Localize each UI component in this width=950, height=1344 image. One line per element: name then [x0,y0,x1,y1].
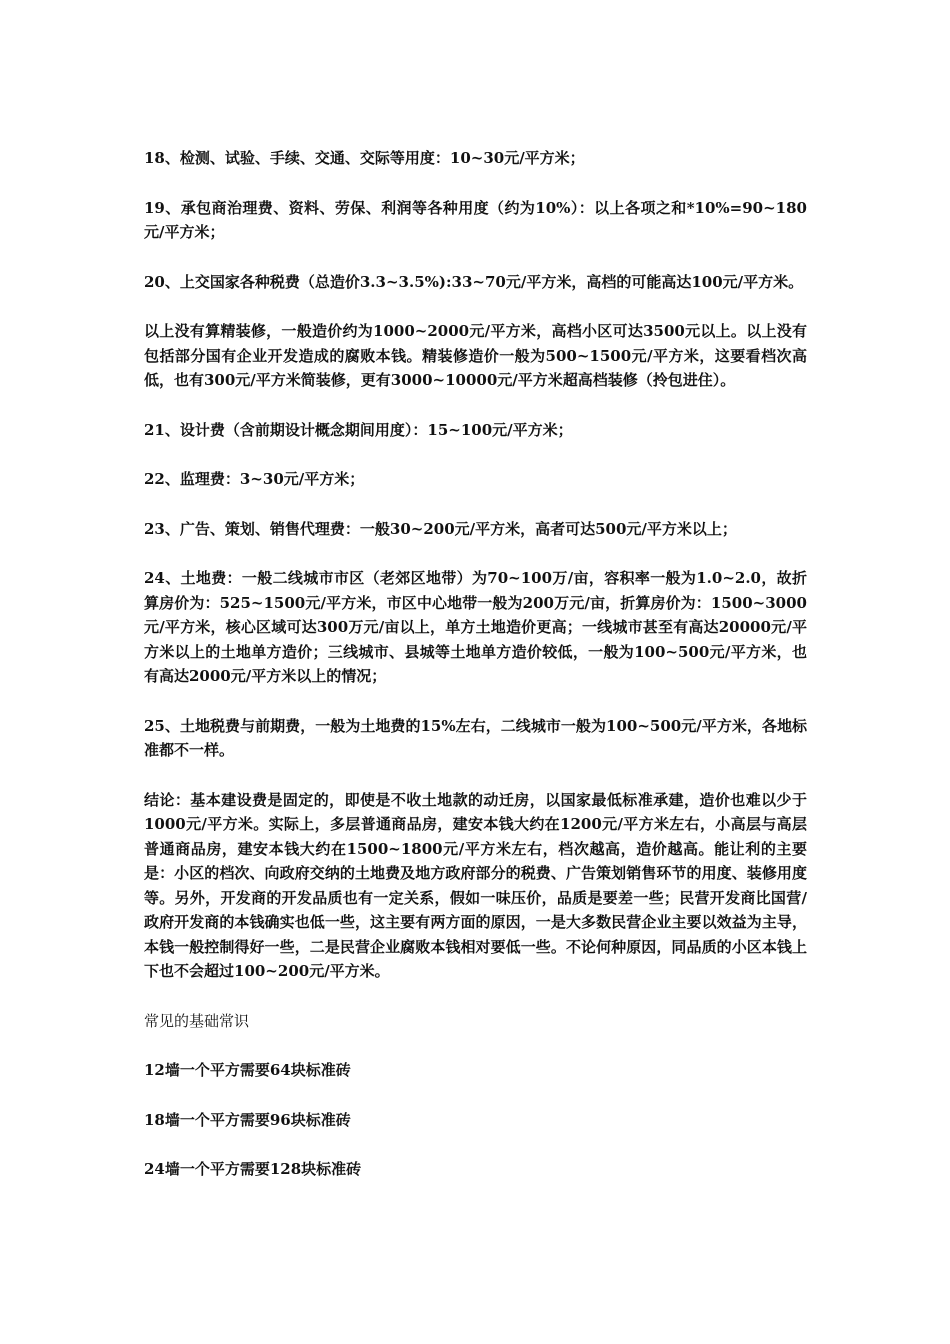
item-24-paragraph: 24、土地费：一般二线城市市区（老郊区地带）为70~100万/亩，容积率一般为1.0~2.0，故折算房价为：525~1500元/平方米，市区中心地带一般为200万元/亩，折算房价为：1500~3000元/平方米，核心区域可达300万元/亩以上，单方土地造价更高；一线城市甚至有高达20000元/平方米以上的土地单方造价；三线城市、县城等土地单方造价较低，一般为100~500元/平方米，也有高达2000元/平方米以上的情况； [144,569,807,685]
item-19-paragraph: 19、承包商治理费、资料、劳保、利润等各种用度（约为10%）：以上各项之和*10%=90~180元/平方米； [144,198,807,241]
conclusion-paragraph: 结论：基本建设费是固定的，即使是不收土地款的动迁房，以国家最低标准承建，造价也难以少于1000元/平方米。实际上，多层普通商品房，建安本钱大约在1200元/平方米左右，小高层与高层普通商品房，建安本钱大约在1500~1800元/平方米左右，档次越高，造价越高。能让利的主要是：小区的档次、向政府交纳的土地费及地方政府部分的税费、广告策划销售环节的用度、装修用度等。另外，开发商的开发品质也有一定关系，假如一味压价，品质是要差一些；民营开发商比国营/政府开发商的本钱确实也低一些，这主要有两方面的原因，一是大多数民营企业主要以效益为主导，本钱一般控制得好一些，二是民营企业腐败本钱相对要低一些。不论何种原因，同品质的小区本钱上下也不会超过100~200元/平方米。 [144,790,807,980]
item-23-paragraph: 23、广告、策划、销售代理费：一般30~200元/平方米，高者可达500元/平方米以上； [144,519,737,538]
basic-knowledge-heading: 常见的基础常识 [144,1011,250,1030]
item-22-paragraph: 22、监理费：3~30元/平方米； [144,470,365,488]
document-page [144,146,807,1207]
item-25-paragraph: 25、土地税费与前期费，一般为土地费的15%左右，二线城市一般为100~500元/平方米，各地标准都不一样。 [144,716,807,759]
item-18-paragraph: 18、检测、试验、手续、交通、交际等用度：10~30元/平方米； [144,149,585,167]
item-20-paragraph: 20、上交国家各种税费（总造价3.3~3.5%):33~70元/平方米，高档的可能高达100元/平方米。 [144,272,804,291]
decoration-note-paragraph: 以上没有算精装修，一般造价约为1000~2000元/平方米，高档小区可达3500元以上。以上没有包括部分国有企业开发造成的腐败本钱。精装修造价一般为500~1500元/平方米，这要看档次高低，也有300元/平方米简装修，更有3000~10000元/平方米超高档装修（拎包进住）。 [144,322,807,389]
item-21-paragraph: 21、设计费（含前期设计概念期间用度）：15~100元/平方米； [144,420,573,439]
brick-24-wall-line: 24墙一个平方需要128块标准砖 [144,1160,362,1178]
brick-18-wall-line: 18墙一个平方需要96块标准砖 [144,1110,351,1129]
brick-12-wall-line: 12墙一个平方需要64块标准砖 [144,1061,351,1079]
